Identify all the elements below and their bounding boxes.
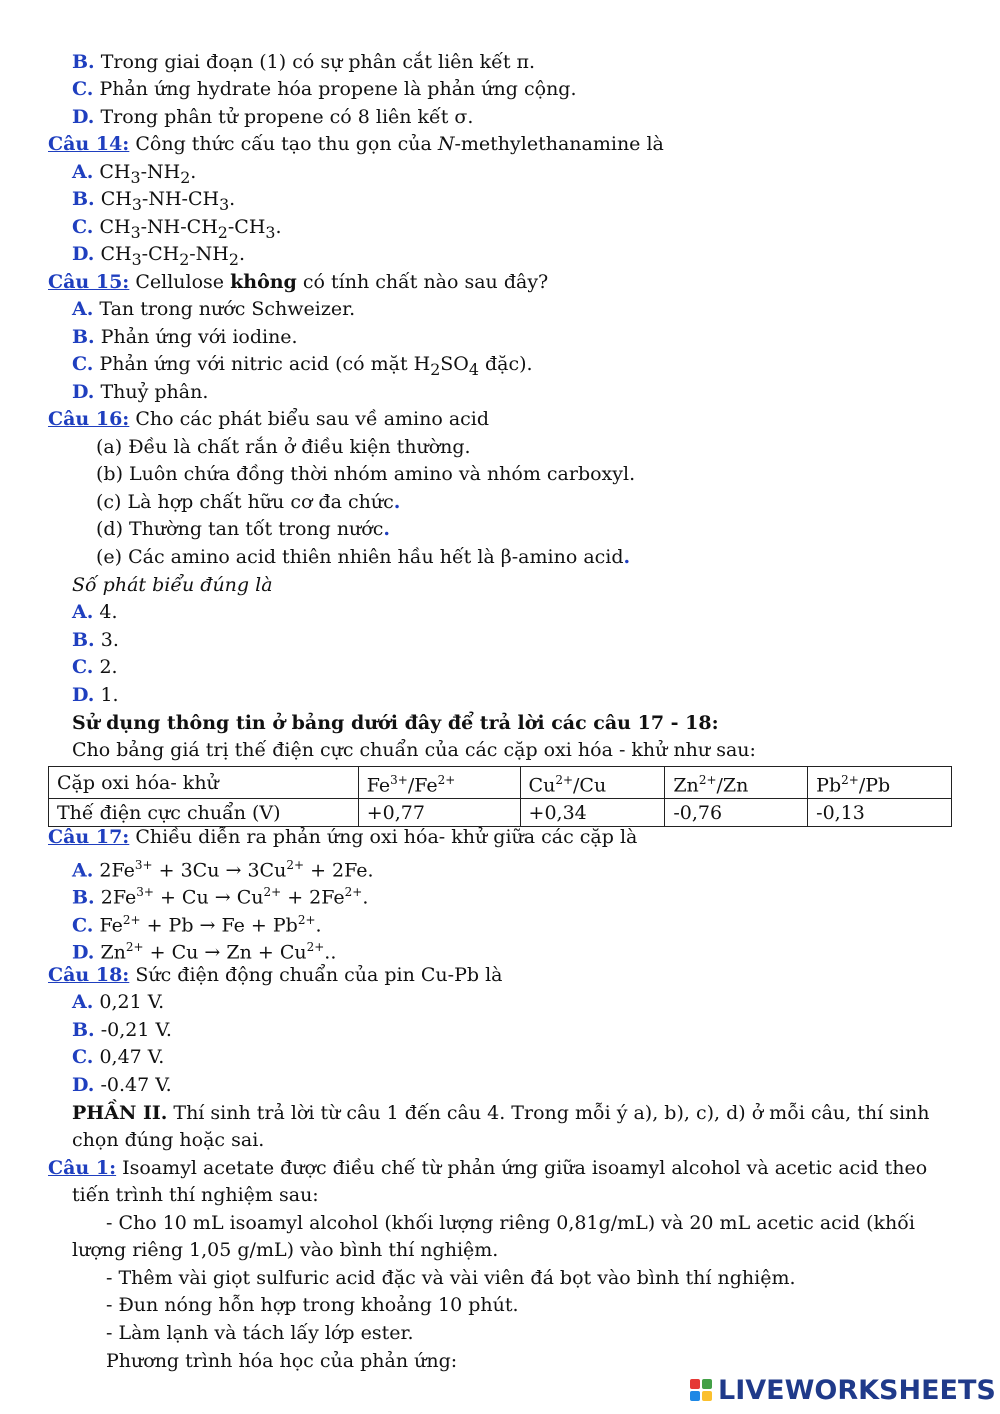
option-c: C. Phản ứng hydrate hóa propene là phản ứng cộng. <box>72 78 577 100</box>
q15-option-d: D. Thuỷ phân. <box>72 381 209 403</box>
table-cell: -0,13 <box>808 799 952 827</box>
q14-option-b: B. $CH_3-NH-CH_3$. <box>72 188 236 214</box>
question-18: Câu 18: Sức điện động chuẩn của pin Cu-Pb là <box>48 964 503 986</box>
table-row <box>49 767 952 799</box>
part-2-continued: chọn đúng hoặc sai. <box>72 1129 265 1151</box>
q15-option-a: A. Tan trong nước Schweizer. <box>72 298 356 320</box>
q17-option-a: A. $2Fe^{3+} + 3Cu \to 3Cu^{2+} + 2Fe$. <box>72 858 374 882</box>
q14-option-d: D. $CH_3-CH_2-NH_2$. <box>72 243 246 269</box>
q18-option-c: C. 0,47 V. <box>72 1046 165 1068</box>
electrode-potential-table <box>48 766 952 827</box>
question-17: Câu 17: Chiều diễn ra phản ứng oxi hóa- khử giữa các cặp là <box>48 826 638 848</box>
part-2-heading: PHẦN II. Thí sinh trả lời từ câu 1 đến câu 4. Trong mỗi ý a), b), c), d) ở mỗi câu, thí sinh <box>72 1102 930 1124</box>
table-cell: Cặp oxi hóa- khử <box>49 767 359 799</box>
table-cell: $Cu^{2+}/Cu$ <box>520 767 665 799</box>
question-15: Câu 15: Cellulose không có tính chất nào sau đây? <box>48 271 549 293</box>
q18-option-a: A. 0,21 V. <box>72 991 165 1013</box>
q18-option-b: B. -0,21 V. <box>72 1019 172 1041</box>
q1-step-1: - Cho 10 mL isoamyl alcohol (khối lượng riêng 0,81g/mL) và 20 mL acetic acid (khối <box>106 1212 915 1234</box>
q16-statement-c: (c) Là hợp chất hữu cơ đa chức. <box>96 491 401 513</box>
q16-option-c: C. 2. <box>72 656 118 678</box>
q17-option-d: D. $Zn^{2+} + Cu \to Zn + Cu^{2+}$.. <box>72 940 337 964</box>
table-cell: +0,34 <box>520 799 665 827</box>
option-d: D. Trong phân tử propene có 8 liên kết σ. <box>72 106 474 128</box>
table-cell: +0,77 <box>358 799 520 827</box>
table-cell: $Fe^{3+}/Fe^{2+}$ <box>358 767 520 799</box>
q17-option-b: B. $2Fe^{3+} + Cu \to Cu^{2+} + 2Fe^{2+}$. <box>72 885 369 909</box>
table-row <box>49 799 952 827</box>
q18-option-d: D. -0.47 V. <box>72 1074 172 1096</box>
logo-text: LIVEWORKSHEETS <box>718 1374 996 1406</box>
q17-option-c: C. $Fe^{2+} + Pb \to Fe + Pb^{2+}$. <box>72 913 322 937</box>
table-cell: $Zn^{2+}/Zn$ <box>665 767 808 799</box>
q1-step-2: - Thêm vài giọt sulfuric acid đặc và vài viên đá bọt vào bình thí nghiệm. <box>106 1267 796 1289</box>
table-cell: -0,76 <box>665 799 808 827</box>
q14-option-c: C. $CH_3-NH-CH_2-CH_3$. <box>72 216 282 242</box>
q16-option-d: D. 1. <box>72 684 119 706</box>
table-cell: Thế điện cực chuẩn (V) <box>49 799 359 827</box>
question-14: Câu 14: Công thức cấu tạo thu gọn của N-methylethanamine là <box>48 133 664 155</box>
q1-step-1-continued: lượng riêng 1,05 g/mL) vào bình thí nghiệm. <box>72 1239 499 1261</box>
question-16: Câu 16: Cho các phát biểu sau về amino acid <box>48 408 490 430</box>
question-1-continued: tiến trình thí nghiệm sau: <box>72 1184 319 1206</box>
question-1: Câu 1: Isoamyl acetate được điều chế từ phản ứng giữa isoamyl alcohol và acetic acid theo <box>48 1157 928 1179</box>
liveworksheets-logo[interactable] <box>690 1372 996 1408</box>
info-intro: Cho bảng giá trị thế điện cực chuẩn của các cặp oxi hóa - khử như sau: <box>72 739 756 761</box>
q1-equation-label: Phương trình hóa học của phản ứng: <box>106 1350 458 1372</box>
q16-statement-a: (a) Đều là chất rắn ở điều kiện thường. <box>96 436 471 458</box>
q16-statement-b: (b) Luôn chứa đồng thời nhóm amino và nhóm carboxyl. <box>96 463 636 485</box>
q16-statement-d: (d) Thường tan tốt trong nước. <box>96 518 390 540</box>
q14-option-a: A. $CH_3-NH_2$. <box>72 161 197 187</box>
q1-step-3: - Đun nóng hỗn hợp trong khoảng 10 phút. <box>106 1294 519 1316</box>
q16-statement-e: (e) Các amino acid thiên nhiên hầu hết là β-amino acid. <box>96 546 631 568</box>
q1-step-4: - Làm lạnh và tách lấy lớp ester. <box>106 1322 414 1344</box>
q15-option-b: B. Phản ứng với iodine. <box>72 326 298 348</box>
q15-option-c: C. Phản ứng với nitric acid (có mặt $H_2SO_4$ đặc). <box>72 353 533 379</box>
logo-grid-icon <box>690 1379 712 1401</box>
option-b: B. Trong giai đoạn (1) có sự phân cắt liên kết π. <box>72 51 536 73</box>
q16-option-a: A. 4. <box>72 601 118 623</box>
info-heading: Sử dụng thông tin ở bảng dưới đây để trả lời các câu 17 - 18: <box>72 712 719 734</box>
q16-option-b: B. 3. <box>72 629 119 651</box>
table-cell: $Pb^{2+}/Pb$ <box>808 767 952 799</box>
q16-prompt: Số phát biểu đúng là <box>72 574 273 596</box>
